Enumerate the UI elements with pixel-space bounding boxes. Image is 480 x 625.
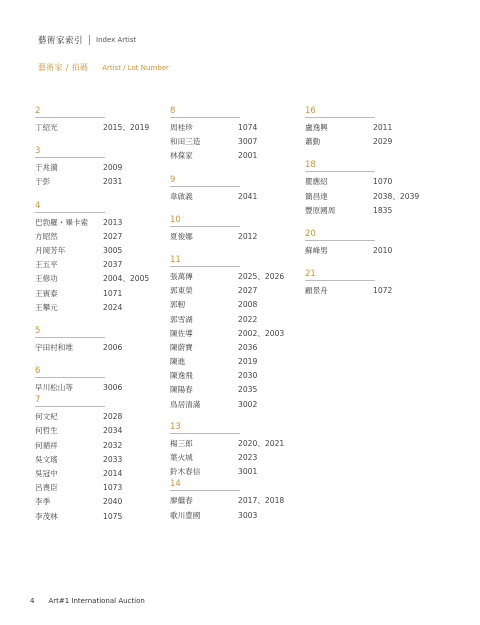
lot-numbers: 2011 bbox=[373, 123, 393, 132]
artist-name: 夏俊娜 bbox=[170, 231, 193, 241]
lot-numbers: 2034 bbox=[103, 426, 123, 436]
entry-list bbox=[35, 161, 149, 189]
artist-name: 于兆漪 bbox=[35, 163, 58, 173]
lot-numbers: 2008 bbox=[238, 300, 258, 310]
entry-list bbox=[35, 341, 149, 355]
index-entry bbox=[170, 298, 284, 312]
index-section bbox=[35, 326, 149, 355]
entry-list bbox=[170, 270, 284, 412]
artist-name: 月岡芳年 bbox=[35, 245, 66, 255]
artist-name: 吳文瑤 bbox=[35, 454, 58, 464]
header-title-en: Index Artist bbox=[96, 36, 137, 44]
index-entry bbox=[305, 190, 419, 204]
lot-numbers: 2029 bbox=[373, 137, 393, 147]
lot-numbers: 2015、2019 bbox=[103, 123, 150, 132]
section-number: 3 bbox=[35, 146, 105, 158]
lot-numbers: 2032 bbox=[103, 440, 123, 450]
artist-name: 王攀元 bbox=[35, 302, 58, 312]
index-entry bbox=[35, 175, 149, 189]
index-entry bbox=[170, 494, 284, 508]
artist-name: 陳逸飛 bbox=[170, 371, 193, 381]
index-entry bbox=[170, 355, 284, 369]
index-entry bbox=[170, 284, 284, 298]
index-entry bbox=[170, 327, 284, 341]
lot-numbers: 2001 bbox=[238, 151, 258, 161]
index-section bbox=[35, 366, 149, 395]
lot-numbers: 2025、2026 bbox=[238, 271, 285, 281]
artist-name: 瞿應紹 bbox=[305, 177, 328, 187]
artist-name: 陳進 bbox=[170, 357, 186, 367]
artist-name: 簡昌達 bbox=[305, 191, 328, 201]
artist-name: 郭東榮 bbox=[170, 286, 193, 296]
artist-name: 廖繼春 bbox=[170, 496, 193, 506]
section-number: 4 bbox=[35, 201, 105, 213]
lot-numbers: 3005 bbox=[103, 245, 123, 255]
index-entry bbox=[170, 509, 284, 523]
lot-numbers: 2037 bbox=[103, 260, 123, 270]
index-entry bbox=[35, 287, 149, 301]
section-number: 20 bbox=[305, 229, 375, 241]
index-entry bbox=[170, 398, 284, 412]
lot-numbers: 1073 bbox=[103, 483, 123, 493]
artist-name: 豐原國周 bbox=[305, 205, 336, 215]
artist-name: 李茂林 bbox=[35, 511, 58, 521]
artist-name: 顧景舟 bbox=[305, 286, 328, 296]
index-section bbox=[35, 146, 149, 189]
lot-numbers: 2024 bbox=[103, 302, 123, 312]
artist-name: 歌川豊國 bbox=[170, 510, 201, 520]
lot-numbers: 2010 bbox=[373, 245, 393, 255]
index-section bbox=[305, 160, 419, 218]
lot-numbers: 3002 bbox=[238, 399, 258, 409]
index-entry bbox=[35, 244, 149, 258]
subheader-label-zh: 藝術家 / 拍碼 bbox=[38, 63, 89, 72]
index-entry bbox=[35, 439, 149, 453]
artist-name: 郭軔 bbox=[170, 300, 186, 310]
header-title-zh: 藝術家索引 bbox=[38, 36, 84, 46]
index-entry bbox=[305, 284, 419, 298]
lot-numbers: 2031 bbox=[103, 177, 123, 187]
index-entry bbox=[35, 341, 149, 355]
artist-name: 早川松山等 bbox=[35, 383, 73, 393]
artist-name: 楊三郎 bbox=[170, 438, 193, 448]
index-entry bbox=[170, 135, 284, 149]
artist-name: 郭雪湖 bbox=[170, 314, 193, 324]
artist-name: 林葆家 bbox=[170, 151, 193, 161]
lot-numbers: 2027 bbox=[103, 231, 123, 241]
index-section bbox=[35, 395, 149, 524]
artist-name: 宇田村和堆 bbox=[35, 342, 73, 352]
artist-name: 李季 bbox=[35, 497, 51, 507]
lot-numbers: 2041 bbox=[238, 191, 258, 201]
section-number: 7 bbox=[35, 395, 105, 407]
artist-name: 何文杞 bbox=[35, 412, 58, 422]
index-entry bbox=[35, 495, 149, 509]
artist-name: 王五平 bbox=[35, 260, 58, 270]
section-number: 11 bbox=[170, 255, 240, 267]
index-entry bbox=[35, 230, 149, 244]
artist-name: 于彭 bbox=[35, 177, 51, 187]
lot-numbers: 1074 bbox=[238, 123, 258, 132]
lot-numbers: 2012 bbox=[238, 231, 258, 241]
index-entry bbox=[170, 313, 284, 327]
index-entry bbox=[35, 381, 149, 395]
footer-title: Art#1 International Auction bbox=[48, 597, 145, 605]
section-number: 8 bbox=[170, 106, 240, 118]
page-number: 4 bbox=[30, 597, 35, 605]
entry-list bbox=[35, 381, 149, 395]
lot-numbers: 2014 bbox=[103, 469, 123, 478]
page-footer bbox=[30, 597, 145, 605]
artist-name: 陳陽春 bbox=[170, 385, 193, 395]
index-section bbox=[170, 175, 284, 204]
artist-name: 王修功 bbox=[35, 274, 58, 284]
index-entry bbox=[35, 467, 149, 481]
index-entry bbox=[35, 121, 149, 135]
lot-numbers: 2035 bbox=[238, 385, 258, 395]
index-entry bbox=[170, 190, 284, 204]
section-number: 21 bbox=[305, 269, 375, 281]
index-entry bbox=[35, 510, 149, 524]
lot-numbers: 2013 bbox=[103, 217, 123, 227]
index-section bbox=[170, 422, 284, 480]
artist-name: 巴勃羅・畢卡索 bbox=[35, 217, 89, 227]
section-number: 5 bbox=[35, 326, 105, 338]
page-header bbox=[38, 34, 136, 46]
section-number: 6 bbox=[35, 366, 105, 378]
entry-list bbox=[305, 175, 419, 218]
lot-numbers: 2002、2003 bbox=[238, 328, 285, 338]
artist-name: 張萬傳 bbox=[170, 271, 193, 281]
index-entry bbox=[35, 410, 149, 424]
index-entry bbox=[305, 121, 419, 135]
index-entry bbox=[35, 424, 149, 438]
index-section bbox=[305, 229, 419, 258]
index-entry bbox=[305, 175, 419, 189]
index-entry bbox=[170, 230, 284, 244]
index-entry bbox=[305, 244, 419, 258]
lot-numbers: 2028 bbox=[103, 412, 123, 422]
lot-numbers: 3006 bbox=[103, 383, 123, 393]
subheader-label-en: Artist / Lot Number bbox=[102, 64, 169, 72]
lot-numbers: 1071 bbox=[103, 288, 123, 298]
index-entry bbox=[170, 369, 284, 383]
index-entry bbox=[35, 272, 149, 286]
index-section bbox=[305, 269, 419, 298]
section-number: 9 bbox=[170, 175, 240, 187]
entry-list bbox=[35, 410, 149, 524]
lot-numbers: 3001 bbox=[238, 467, 258, 477]
lot-numbers: 2022 bbox=[238, 314, 258, 324]
entry-list bbox=[305, 121, 419, 149]
lot-numbers: 2030 bbox=[238, 371, 258, 381]
lot-numbers: 1072 bbox=[373, 286, 393, 296]
lot-numbers: 3003 bbox=[238, 510, 258, 520]
index-entry bbox=[170, 465, 284, 479]
artist-name: 王賓泰 bbox=[35, 288, 58, 298]
index-column-1 bbox=[35, 106, 149, 524]
lot-numbers: 2019 bbox=[238, 357, 258, 367]
index-column-2 bbox=[170, 106, 284, 523]
entry-list bbox=[305, 284, 419, 298]
artist-name: 方昭然 bbox=[35, 231, 58, 241]
index-entry bbox=[35, 481, 149, 495]
artist-name: 鈴木春信 bbox=[170, 467, 201, 477]
index-entry bbox=[35, 216, 149, 230]
index-entry bbox=[170, 437, 284, 451]
entry-list bbox=[35, 121, 149, 135]
entry-list bbox=[170, 190, 284, 204]
section-subheader bbox=[38, 62, 169, 73]
index-entry bbox=[170, 121, 284, 135]
lot-numbers: 1075 bbox=[103, 511, 123, 521]
lot-numbers: 2009 bbox=[103, 163, 123, 173]
index-section bbox=[170, 215, 284, 244]
index-section bbox=[170, 255, 284, 412]
section-number: 13 bbox=[170, 422, 240, 434]
artist-name: 呂喪臣 bbox=[35, 483, 58, 493]
index-entry bbox=[170, 451, 284, 465]
lot-numbers: 2036 bbox=[238, 342, 258, 352]
artist-name: 蕭勤 bbox=[305, 137, 321, 147]
entry-list bbox=[35, 216, 149, 315]
section-number: 16 bbox=[305, 106, 375, 118]
entry-list bbox=[170, 437, 284, 480]
entry-list bbox=[170, 494, 284, 522]
lot-numbers: 2033 bbox=[103, 454, 123, 464]
section-number: 10 bbox=[170, 215, 240, 227]
artist-name: 和田三造 bbox=[170, 137, 201, 147]
index-section bbox=[305, 106, 419, 149]
lot-numbers: 2023 bbox=[238, 453, 258, 462]
index-section bbox=[170, 106, 284, 164]
artist-name: 陳佐導 bbox=[170, 328, 193, 338]
index-entry bbox=[305, 135, 419, 149]
artist-name: 何循祥 bbox=[35, 440, 58, 450]
index-entry bbox=[170, 149, 284, 163]
index-entry bbox=[35, 301, 149, 315]
index-entry bbox=[35, 258, 149, 272]
artist-name: 盧逸興 bbox=[305, 123, 328, 132]
index-entry bbox=[170, 341, 284, 355]
artist-name: 丁紹光 bbox=[35, 123, 58, 132]
lot-numbers: 2006 bbox=[103, 342, 123, 352]
lot-numbers: 2004、2005 bbox=[103, 274, 150, 284]
lot-numbers: 3007 bbox=[238, 137, 258, 147]
artist-name: 周桂珍 bbox=[170, 123, 193, 132]
lot-numbers: 1835 bbox=[373, 205, 393, 215]
index-entry bbox=[35, 453, 149, 467]
lot-numbers: 2027 bbox=[238, 286, 258, 296]
artist-name: 蘇峰男 bbox=[305, 245, 328, 255]
index-entry bbox=[170, 270, 284, 284]
artist-name: 吳冠中 bbox=[35, 469, 58, 478]
entry-list bbox=[170, 121, 284, 164]
section-number: 2 bbox=[35, 106, 105, 118]
artist-name: 何哲生 bbox=[35, 426, 58, 436]
index-entry bbox=[35, 161, 149, 175]
index-section bbox=[35, 106, 149, 135]
section-number: 14 bbox=[170, 479, 240, 491]
artist-name: 葉火城 bbox=[170, 453, 193, 462]
artist-name: 陳蔚寶 bbox=[170, 342, 193, 352]
entry-list bbox=[305, 244, 419, 258]
lot-numbers: 1070 bbox=[373, 177, 393, 187]
entry-list bbox=[170, 230, 284, 244]
index-column-3 bbox=[305, 106, 419, 298]
artist-name: 鳥居清滿 bbox=[170, 399, 201, 409]
index-entry bbox=[170, 383, 284, 397]
lot-numbers: 2017、2018 bbox=[238, 496, 285, 506]
lot-numbers: 2038、2039 bbox=[373, 191, 420, 201]
section-number: 18 bbox=[305, 160, 375, 172]
artist-name: 韋啟義 bbox=[170, 191, 193, 201]
index-section bbox=[35, 201, 149, 315]
index-section bbox=[170, 479, 284, 522]
lot-numbers: 2040 bbox=[103, 497, 123, 507]
header-divider bbox=[89, 35, 90, 45]
index-entry bbox=[305, 204, 419, 218]
lot-numbers: 2020、2021 bbox=[238, 438, 285, 448]
